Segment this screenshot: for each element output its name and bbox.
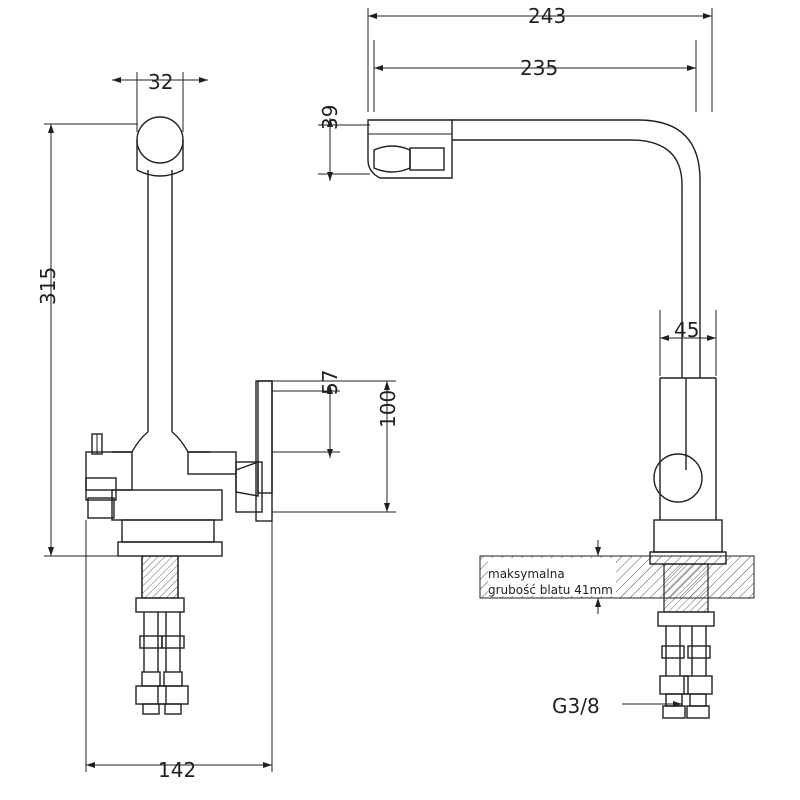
- worktop-note: [488, 566, 613, 598]
- right-view-dimensions: [318, 8, 716, 704]
- dimension-label-100: 100: [376, 389, 400, 428]
- dimension-label-235: 235: [520, 56, 559, 80]
- dimension-label-142: 142: [158, 758, 197, 782]
- right-view-faucet: [368, 120, 754, 718]
- left-view-dimensions: [44, 72, 396, 772]
- dimension-label-45: 45: [674, 318, 700, 342]
- left-view-faucet: [86, 117, 272, 714]
- dimension-label-32: 32: [148, 70, 174, 94]
- dimension-label-315: 315: [36, 266, 60, 305]
- worktop-note-line1: maksymalna: [488, 567, 565, 581]
- dimension-label-g38: G3/8: [552, 694, 600, 718]
- dimension-label-243: 243: [528, 4, 567, 28]
- dimension-label-57: 57: [318, 369, 342, 395]
- dimension-label-39: 39: [318, 104, 342, 130]
- worktop-note-line2: grubość blatu 41mm: [488, 583, 613, 597]
